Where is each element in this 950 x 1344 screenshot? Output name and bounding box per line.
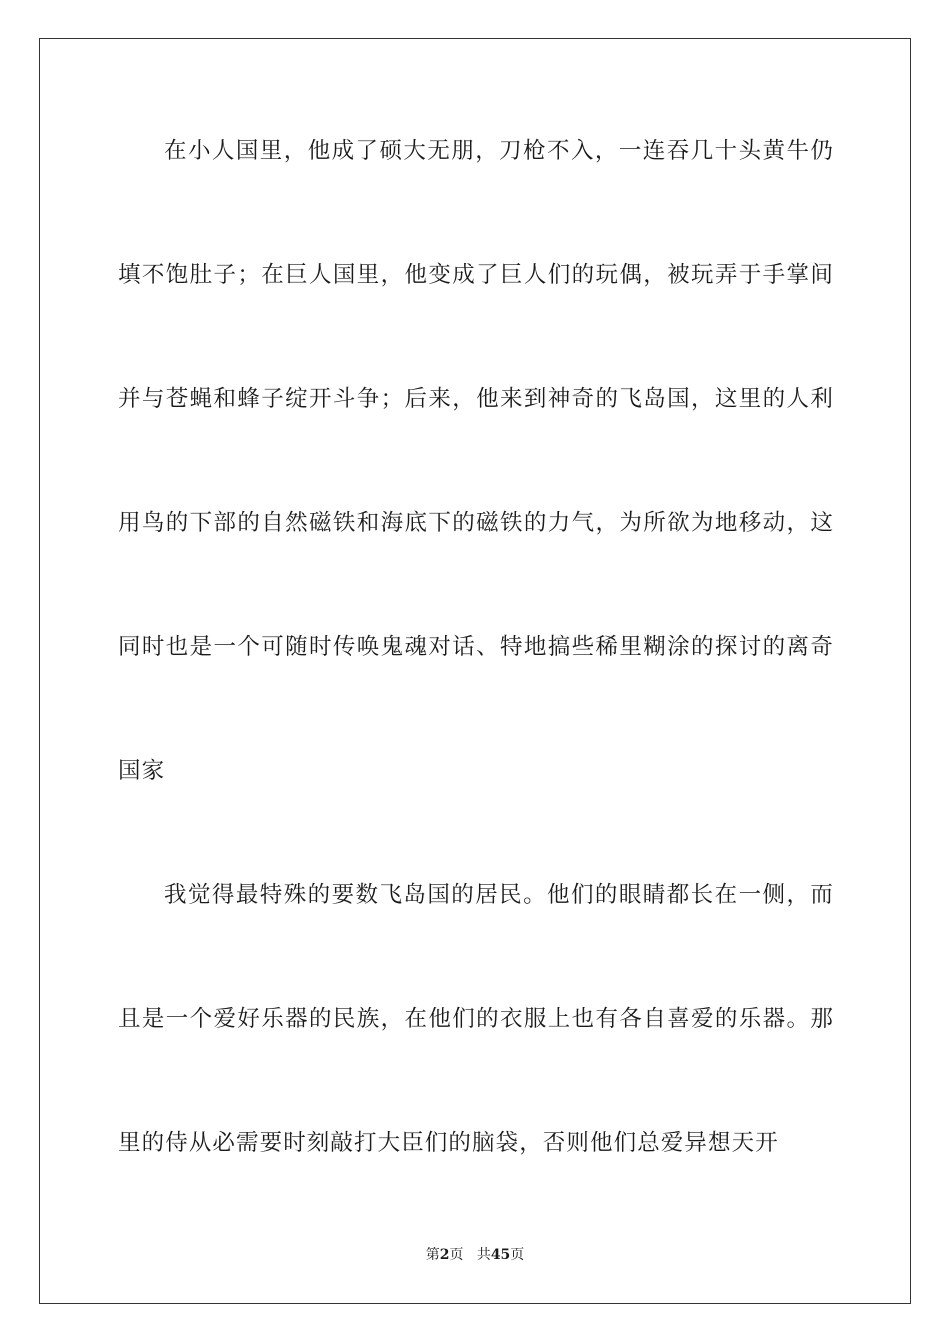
footer-page-number: 2	[439, 1247, 450, 1263]
paragraph-2-line-2: 且是一个爱好乐器的民族，在他们的衣服上也有各自喜爱的乐器。那	[118, 1006, 834, 1032]
paragraph-1-line-1: 在小人国里，他成了硕大无朋，刀枪不入，一连吞几十头黄牛仍	[164, 138, 834, 164]
page-border	[39, 38, 911, 1304]
paragraph-1-line-5: 同时也是一个可随时传唤鬼魂对话、特地搞些稀里糊涂的探讨的离奇	[118, 634, 834, 660]
page-footer	[0, 1245, 950, 1265]
paragraph-2-line-1: 我觉得最特殊的要数飞岛国的居民。他们的眼睛都长在一侧，而	[164, 882, 834, 908]
footer-total-pages: 45	[490, 1247, 511, 1263]
paragraph-1-line-6: 国家	[118, 758, 166, 784]
paragraph-1-line-2: 填不饱肚子；在巨人国里，他变成了巨人们的玩偶，被玩弄于手掌间	[118, 262, 834, 288]
paragraph-1-line-4: 用鸟的下部的自然磁铁和海底下的磁铁的力气，为所欲为地移动，这	[118, 510, 834, 536]
footer-prefix: 第	[425, 1247, 440, 1263]
footer-page-suffix: 页	[449, 1247, 464, 1263]
footer-total-prefix: 共	[476, 1247, 491, 1263]
paragraph-1-line-3: 并与苍蝇和蜂子绽开斗争；后来，他来到神奇的飞岛国，这里的人利	[118, 386, 834, 412]
paragraph-2-line-3: 里的侍从必需要时刻敲打大臣们的脑袋，否则他们总爱异想天开	[118, 1130, 779, 1156]
footer-total-suffix: 页	[510, 1247, 525, 1263]
